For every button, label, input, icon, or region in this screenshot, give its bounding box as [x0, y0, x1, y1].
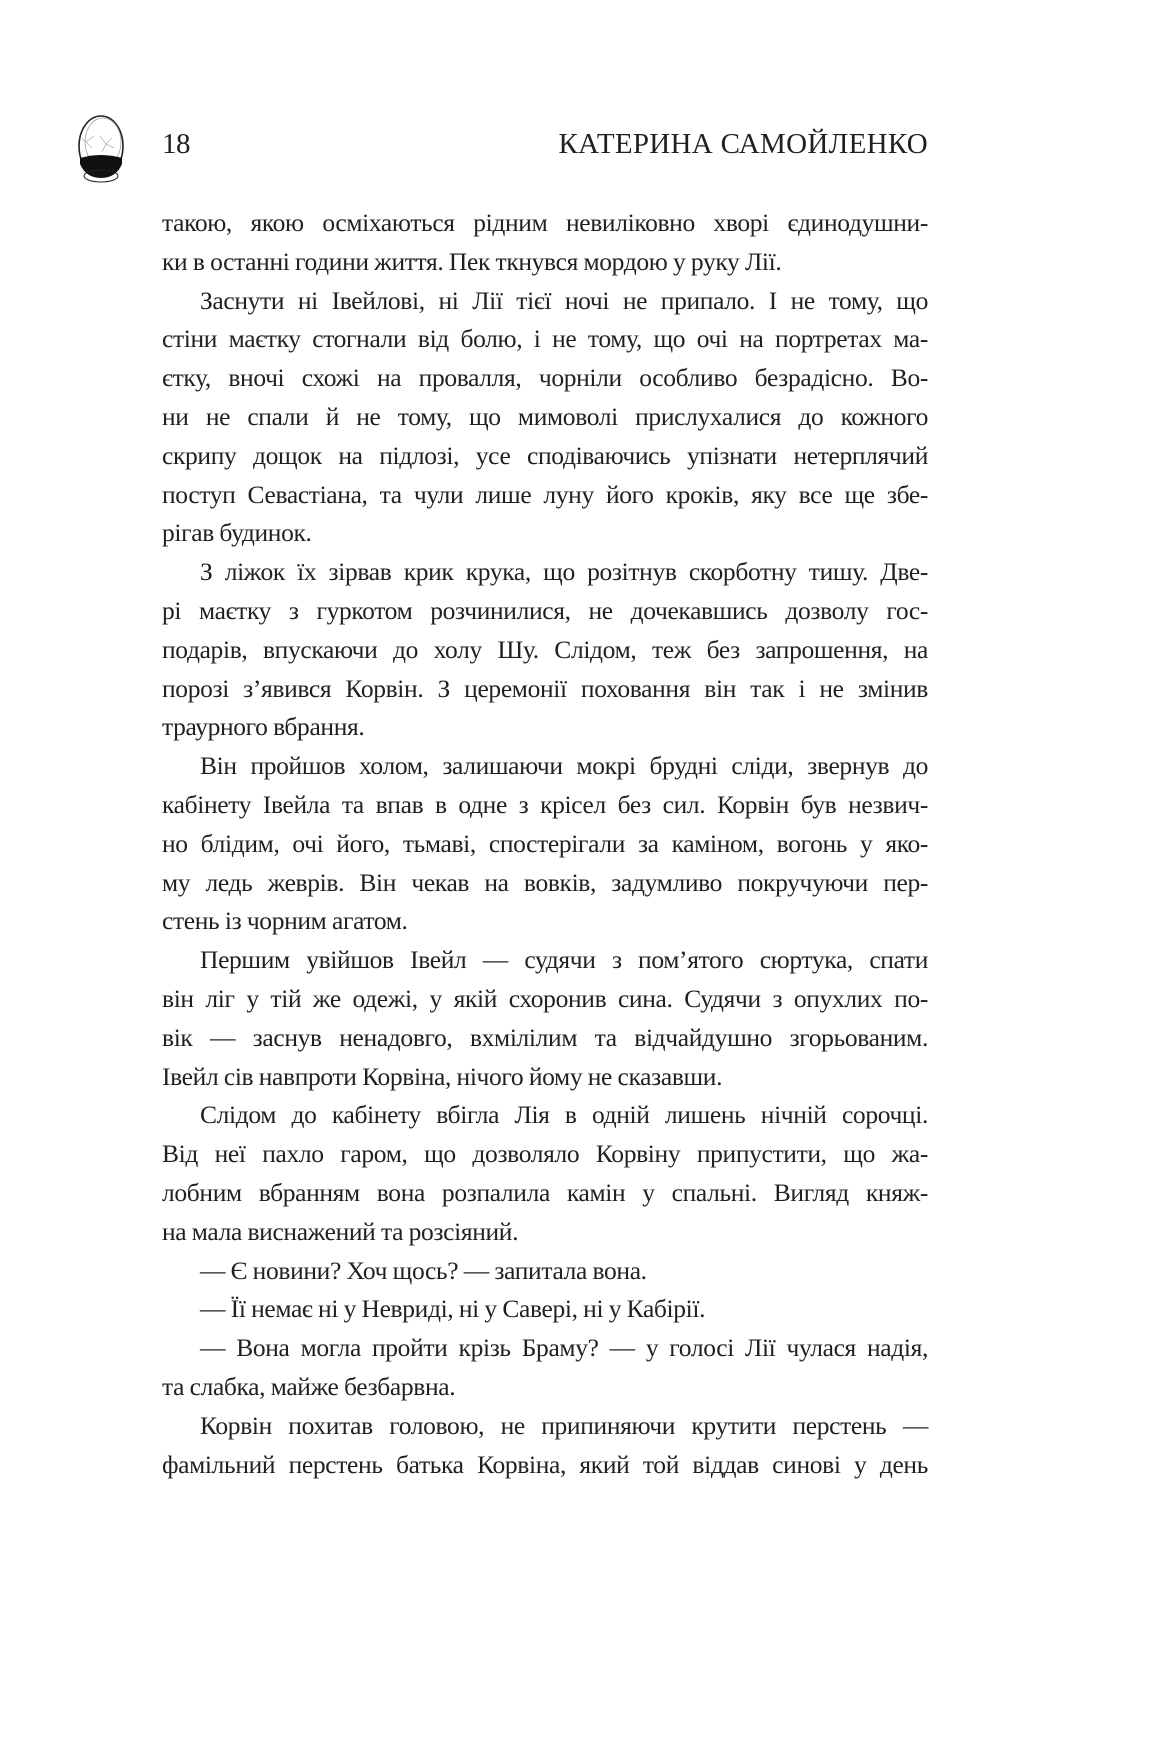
text-line: му ледь жеврів. Він чекав на вовків, задумливо покручуючи пер-: [162, 867, 928, 897]
text-line: вік — заснув ненадовго, вхмілілим та відчайдушно згорьованим.: [162, 1022, 928, 1052]
text-line: Івейл сів навпроти Корвіна, нічого йому не сказавши.: [162, 1061, 723, 1091]
text-line: такою, якою осміхаються рідним невиліковно хворі єдинодушни-: [162, 208, 928, 237]
text-line: З ліжок їх зірвав крик крука, що розітнув скорботну тишу. Две-: [200, 557, 928, 587]
text-line: рі маєтку з гуркотом розчинилися, не дочекавшись дозволу гос-: [162, 595, 928, 625]
paragraph: [162, 1407, 928, 1485]
text-line: кабінету Івейла та впав в одне з крісел без сил. Корвін був незвич-: [162, 789, 928, 819]
moon-emblem-icon: [76, 112, 126, 184]
paragraph: [162, 282, 928, 554]
text-line: Він пройшов холом, залишаючи мокрі брудні сліди, звернув до: [200, 751, 928, 781]
text-line: подарів, впускаючи до холу Шу. Слідом, теж без запрошення, на: [162, 634, 928, 664]
page-number: 18: [162, 128, 190, 160]
running-head-author: КАТЕРИНА САМОЙЛЕНКО: [558, 128, 928, 160]
text-line: траурного вбрання.: [162, 712, 365, 742]
text-line: фамільний перстень батька Корвіна, який той віддав синові у день: [162, 1449, 928, 1479]
text-line: лобним вбранням вона розпалила камін у спальні. Вигляд княж-: [162, 1177, 928, 1207]
body-text: [162, 204, 928, 1484]
paragraph: [162, 1096, 928, 1251]
text-line: на мала виснажений та розсіяний.: [162, 1216, 519, 1246]
text-line: — Є новини? Хоч щось? — запитала вона.: [200, 1255, 647, 1285]
text-line: Заснути ні Івейлові, ні Лії тієї ночі не припало. І не тому, що: [200, 285, 928, 315]
text-line: — Вона могла пройти крізь Браму? — у голосі Лії чулася надія,: [200, 1333, 928, 1363]
paragraph: [162, 1329, 928, 1407]
text-line: — Її немає ні у Невриді, ні у Савері, ні у Кабірії.: [200, 1294, 706, 1324]
text-line: но блідим, очі його, тьмаві, спостерігали за каміном, вогонь у яко-: [162, 828, 928, 858]
text-line: Корвін похитав головою, не припиняючи крутити перстень —: [200, 1410, 928, 1440]
paragraph: [162, 1290, 928, 1329]
paragraph: [162, 204, 928, 282]
paragraph: [162, 747, 928, 941]
text-line: рігав будинок.: [162, 518, 312, 548]
text-line: ни не спали й не тому, що мимоволі прислухалися до кожного: [162, 401, 928, 431]
text-line: єтку, вночі схожі на провалля, чорніли особливо безрадісно. Во-: [162, 363, 928, 393]
text-line: порозі з’явився Корвін. З церемонії поховання він так і не змінив: [162, 673, 928, 703]
text-line: стень із чорним агатом.: [162, 906, 408, 936]
text-line: скрипу дощок на підлозі, усе сподіваючись упізнати нетерплячий: [162, 440, 928, 470]
text-line: та слабка, майже безбарвна.: [162, 1371, 456, 1401]
text-line: стіни маєтку стогнали від болю, і не тому, що очі на портретах ма-: [162, 324, 928, 354]
text-line: Слідом до кабінету вбігла Лія в одній лишень нічній сорочці.: [200, 1100, 928, 1130]
text-line: Від неї пахло гаром, що дозволяло Корвіну припустити, що жа-: [162, 1139, 928, 1169]
text-line: ки в останні години життя. Пек ткнувся мордою у руку Лії.: [162, 246, 782, 276]
text-line: Першим увійшов Івейл — судячи з пом’ятого сюртука, спати: [200, 945, 928, 975]
paragraph: [162, 553, 928, 747]
text-line: він ліг у тій же одежі, у якій схоронив сина. Судячи з опухлих по-: [162, 983, 928, 1013]
paragraph: [162, 941, 928, 1096]
paragraph: [162, 1252, 928, 1291]
text-line: поступ Севастіана, та чули лише луну його кроків, яку все ще збе-: [162, 479, 928, 509]
